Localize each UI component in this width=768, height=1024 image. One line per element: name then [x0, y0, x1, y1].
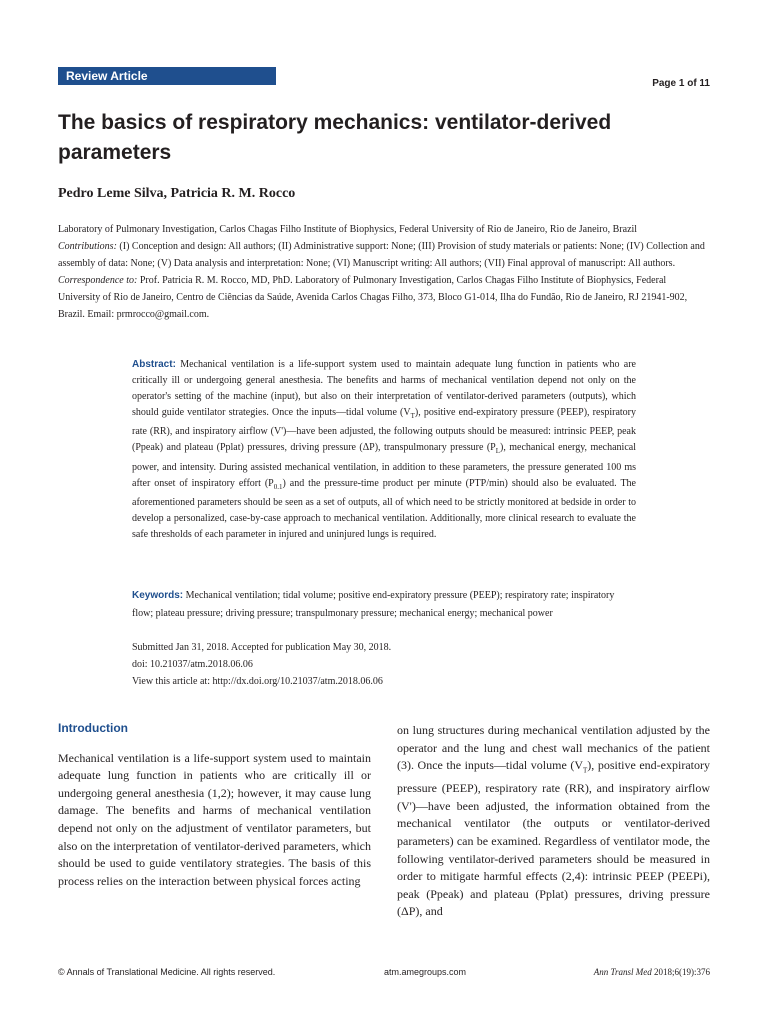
body-column-left [58, 720, 371, 890]
keywords [132, 587, 636, 623]
contributions-text: (I) Conception and design: All authors; (II) Administrative support: None; (III) Provision of study materials or patients: None; (IV) Collection and assembly of data: None; (V) Data analysis and interpretation: None; (VI) Manuscript writing: All authors; (VII) Final approval of manuscript: All authors. [58, 241, 705, 269]
affiliation-block [58, 221, 710, 323]
affiliation: Laboratory of Pulmonary Investigation, Carlos Chagas Filho Institute of Biophysics, Federal University of Rio de Janeiro, Rio de Janeiro, Brazil [58, 224, 638, 235]
abstract-label: Abstract: [132, 359, 176, 370]
publication-info [132, 639, 636, 690]
correspondence-label: Correspondence to: [58, 275, 138, 286]
copyright: © Annals of Translational Medicine. All rights reserved. [58, 967, 276, 977]
article-title: The basics of respiratory mechanics: ventilator-derived parameters [58, 111, 612, 164]
section-heading-introduction: Introduction [58, 721, 128, 735]
citation [594, 967, 710, 977]
abstract-text-2: ), positive end-expiratory pressure (PEEP), respiratory rate (RR), and inspiratory airflow (V')—have been adjusted, the following outputs should be measured: intrinsic PEEP, peak (Ppeak) and plateau (Pplat) pressures, driving pressure (ΔP), transpulmonary pressure (P [132, 407, 636, 454]
subscript-01: 0.1 [273, 482, 283, 491]
article-type-banner: Review Article [58, 67, 276, 85]
abstract [132, 357, 636, 543]
keywords-text: Mechanical ventilation; tidal volume; positive end-expiratory pressure (PEEP); respiratory rate; inspiratory flow; plateau pressure; driving pressure; transpulmonary pressure; mechanical energy; mechanical power [132, 590, 615, 619]
citation-text: 2018;6(19):376 [651, 967, 710, 977]
journal-website[interactable]: atm.amegroups.com [384, 967, 467, 977]
page-number: Page 1 of 11 [652, 78, 710, 89]
body-paragraph-left: Mechanical ventilation is a life-support system used to maintain adequate lung function in patients who are critically ill or undergoing general anesthesia (1,2); however, it may cause lung damage. The benefits and harms of mechanical ventilation depend not only on the adjustment of ventilator parameters, but also on the interpretation of ventilator-derived parameters, which should be used to guide ventilatory strategies. The basis of this process relies on the interaction between physical forces acting [58, 750, 371, 888]
correspondence [58, 272, 710, 323]
subscript-t: T [410, 412, 415, 421]
contributions-label: Contributions: [58, 241, 117, 252]
author-list: Pedro Leme Silva, Patricia R. M. Rocco [58, 186, 296, 201]
abstract-text-3: ), mechanical energy, mechanical power, and intensity. During assisted mechanical ventilation, in addition to these parameters, the pressure generated 100 ms after onset of inspiratory effort (P [132, 442, 636, 489]
submission-dates: Submitted Jan 31, 2018. Accepted for publication May 30, 2018. [132, 642, 392, 653]
keywords-label: Keywords: [132, 590, 184, 601]
abstract-text-1: Mechanical ventilation is a life-support system used to maintain adequate lung function in patients who are critically ill or undergoing general anesthesia. The benefits and harms of mechanical ventilation depend not only on the operator's setting of the machine (input), but also on their interpretation of ventilator-derived parameters (outputs), which should guide ventilator strategies. Once the inputs—tidal volume (V [132, 359, 636, 419]
abstract-text-4: ) and the pressure-time product per minute (PTP/min) should also be evaluated. The aforementioned parameters should be seen as a set of outputs, all of which need to be strictly monitored at bedside in order to develop a personalized, case-by-case approach to mechanical ventilation. Additionally, more clinical research to evaluate the safe thresholds of each parameter in injured and uninjured lungs is required. [132, 477, 637, 540]
subscript-l: L [495, 447, 501, 456]
correspondence-text: Prof. Patricia R. M. Rocco, MD, PhD. Laboratory of Pulmonary Investigation, Carlos Chagas Filho Institute of Biophysics, Federal University of Rio de Janeiro, Centro de Ciências da Saúde, Avenida Carlos Chagas Filho, 373, Bloco G1-014, Ilha do Fundão, Rio de Janeiro, RJ 21941-902, Brazil. Email: prmrocco@gmail.com. [58, 275, 688, 320]
doi: doi: 10.21037/atm.2018.06.06 [132, 659, 253, 670]
contributions [58, 238, 710, 272]
body-paragraph-right: on lung structures during mechanical ventilation adjusted by the operator and the lung and chest wall mechanics of the patient (3). Once the inputs—tidal volume $(V_T)$, positive end-expiratory pressure (PEEP), respiratory rate (RR), and inspiratory airflow (V')—have been adjusted, the information obtained from the mechanical ventilator (the outputs or ventilator-derived parameters) can be examined. Regardless of ventilator mode, the following ventilator-derived parameters should be measured in order to mitigate harmful effects (2,4): intrinsic PEEP (PEEPi), peak (Ppeak) and plateau (Pplat) pressures, driving pressure (ΔP), and [397, 723, 710, 919]
subscript-t-body: T [583, 766, 588, 775]
journal-abbrev: Ann Transl Med [593, 967, 652, 977]
body-column-right [397, 722, 710, 921]
article-link[interactable]: View this article at: http://dx.doi.org/10.21037/atm.2018.06.06 [132, 676, 383, 687]
